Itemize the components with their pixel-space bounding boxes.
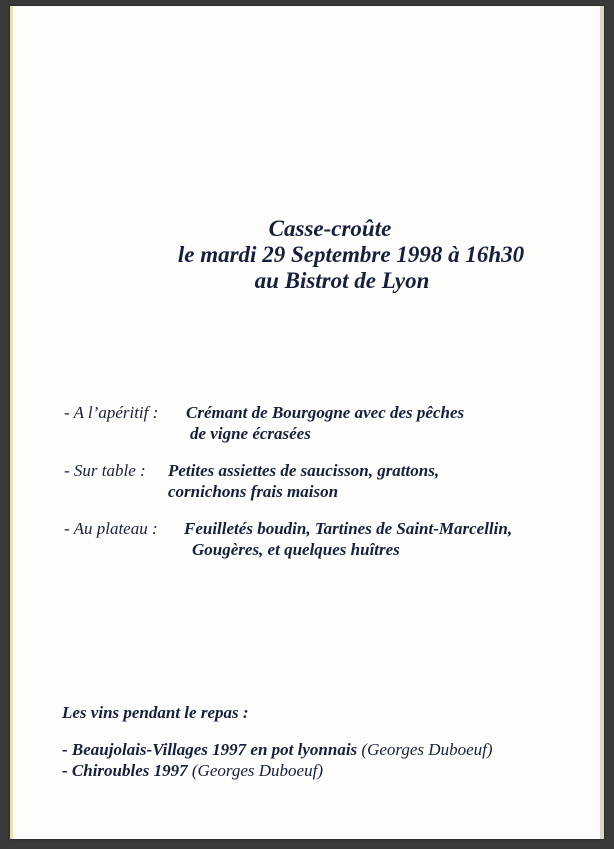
menu-dish-line: Petites assiettes de saucisson, grattons, xyxy=(168,461,440,480)
wine-producer: (Georges Duboeuf) xyxy=(191,761,323,780)
wine-item xyxy=(62,739,493,760)
menu-dish-line: Crémant de Bourgogne avec des pêches xyxy=(186,403,465,422)
event-place: au Bistrot de Lyon xyxy=(254,268,430,293)
event-date: le mardi 29 Septembre 1998 à 16h30 xyxy=(177,242,525,267)
wines-heading: Les vins pendant le repas : xyxy=(62,703,249,722)
menu-dish xyxy=(168,460,439,502)
wine-item xyxy=(62,760,493,781)
menu-label: - Au plateau : xyxy=(64,519,158,538)
menu-label: - Sur table : xyxy=(64,461,146,480)
menu-dish xyxy=(186,402,464,444)
menu-card xyxy=(10,6,604,839)
wine-name: - Chiroubles 1997 xyxy=(62,761,188,780)
event-heading xyxy=(10,216,604,294)
event-title: Casse-croûte xyxy=(268,216,392,241)
page-edge-right xyxy=(600,6,604,839)
wines-list xyxy=(62,739,493,781)
menu-label: - A l’apéritif : xyxy=(64,403,159,422)
menu-dish-line: de vigne écrasées xyxy=(190,424,311,443)
page-edge-left xyxy=(10,6,13,839)
wine-name: - Beaujolais-Villages 1997 en pot lyonnais xyxy=(62,740,358,759)
menu-dish xyxy=(184,518,512,560)
wine-producer: (Georges Duboeuf) xyxy=(361,740,493,759)
menu-dish-line: Feuilletés boudin, Tartines de Saint-Marcellin, xyxy=(184,519,513,538)
menu-dish-line: cornichons frais maison xyxy=(168,482,339,501)
menu-dish-line: Gougères, et quelques huîtres xyxy=(192,540,400,559)
